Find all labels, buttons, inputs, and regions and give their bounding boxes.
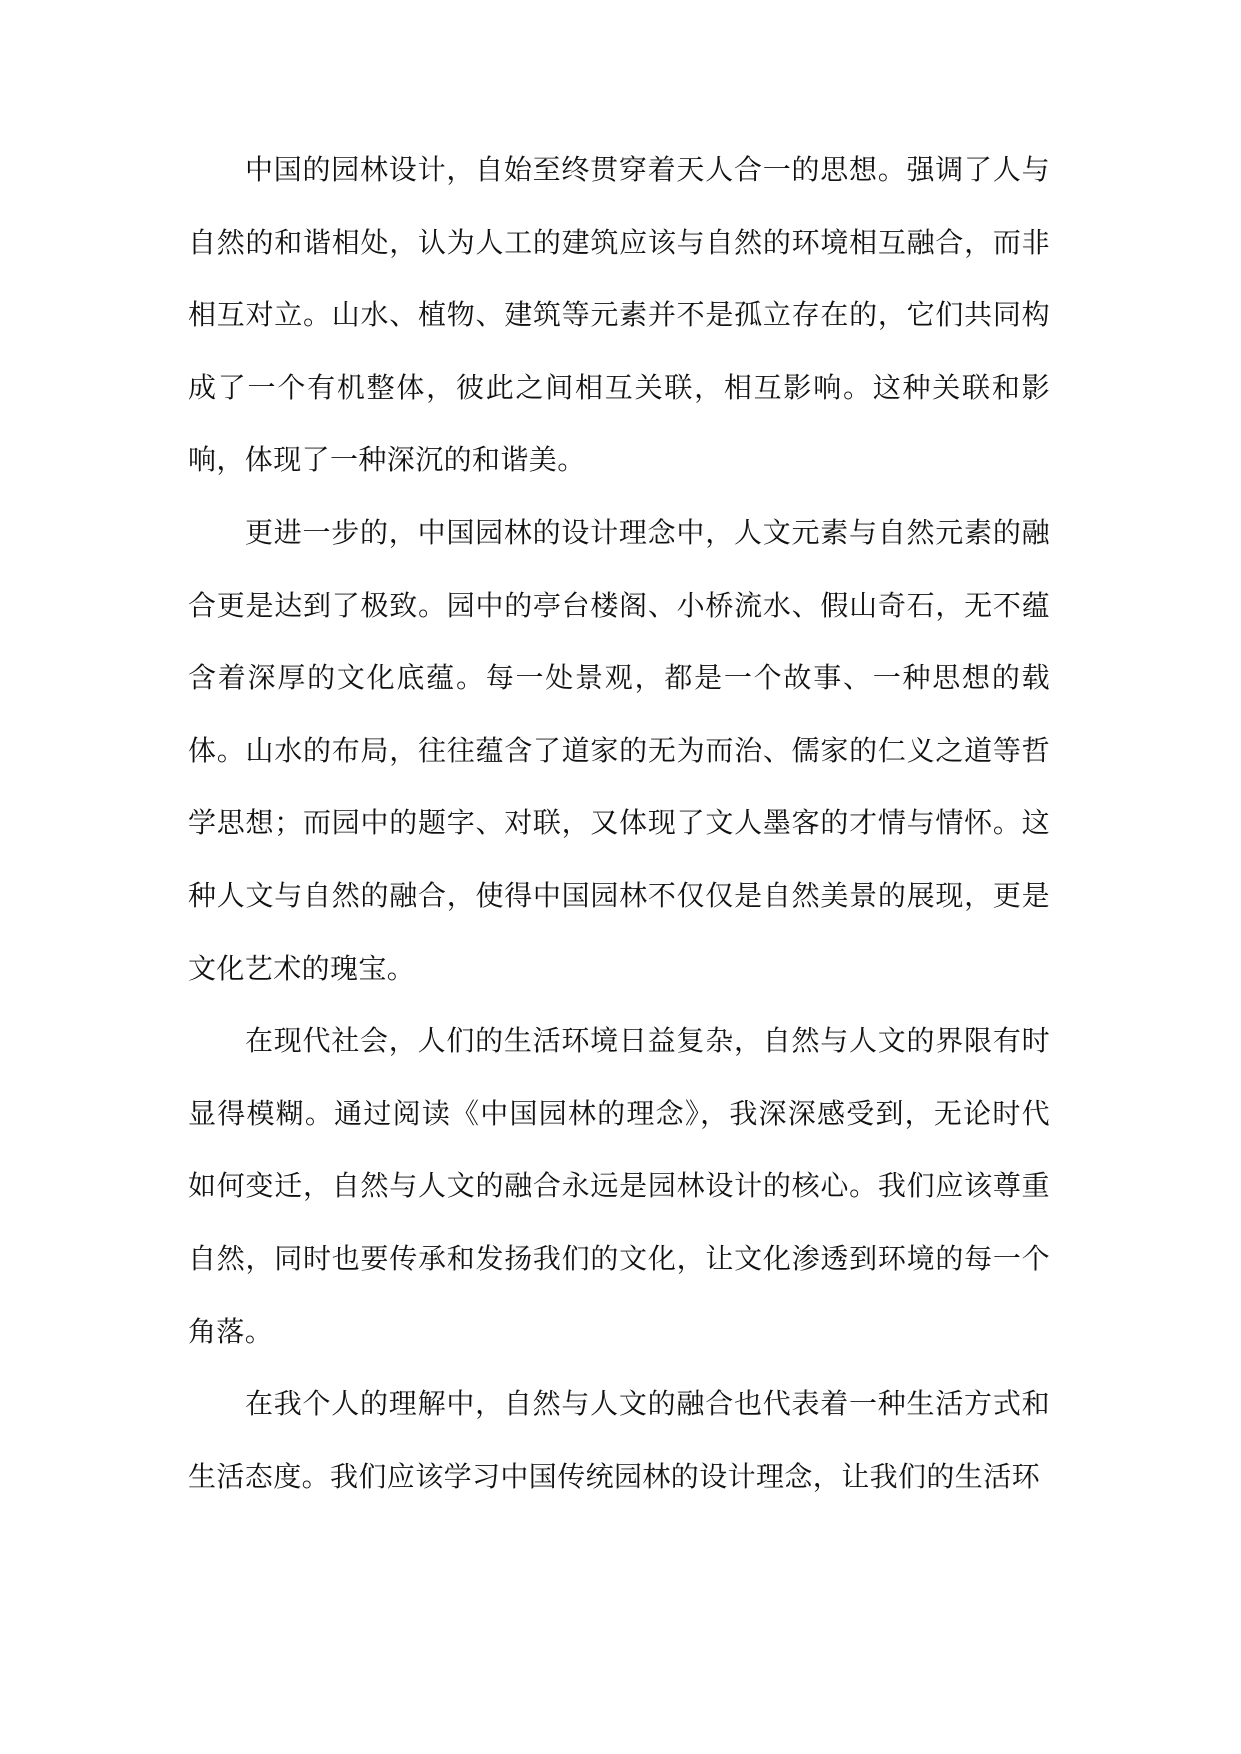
paragraph-1: 中国的园林设计，自始至终贯穿着天人合一的思想。强调了人与自然的和谐相处，认为人工的建筑应该与自然的环境相互融合，而非相互对立。山水、植物、建筑等元素并不是孤立存在的，它们共同构成了一个有机整体，彼此之间相互关联，相互影响。这种关联和影响，体现了一种深沉的和谐美。 <box>188 153 1050 477</box>
paragraph-3: 在现代社会，人们的生活环境日益复杂，自然与人文的界限有时显得模糊。通过阅读《中国园林的理念》，我深深感受到，无论时代如何变迁，自然与人文的融合永远是园林设计的核心。我们应该尊重自然，同时也要传承和发扬我们的文化，让文化渗透到环境的每一个角落。 <box>188 1024 1050 1348</box>
document-body <box>188 134 1050 1513</box>
paragraph-2: 更进一步的，中国园林的设计理念中，人文元素与自然元素的融合更是达到了极致。园中的亭台楼阁、小桥流水、假山奇石，无不蕴含着深厚的文化底蕴。每一处景观，都是一个故事、一种思想的载体。山水的布局，往往蕴含了道家的无为而治、儒家的仁义之道等哲学思想；而园中的题字、对联，又体现了文人墨客的才情与情怀。这种人文与自然的融合，使得中国园林不仅仅是自然美景的展现，更是文化艺术的瑰宝。 <box>188 515 1050 985</box>
paragraph-4: 在我个人的理解中，自然与人文的融合也代表着一种生活方式和生活态度。我们应该学习中国传统园林的设计理念，让我们的生活环 <box>188 1387 1050 1493</box>
